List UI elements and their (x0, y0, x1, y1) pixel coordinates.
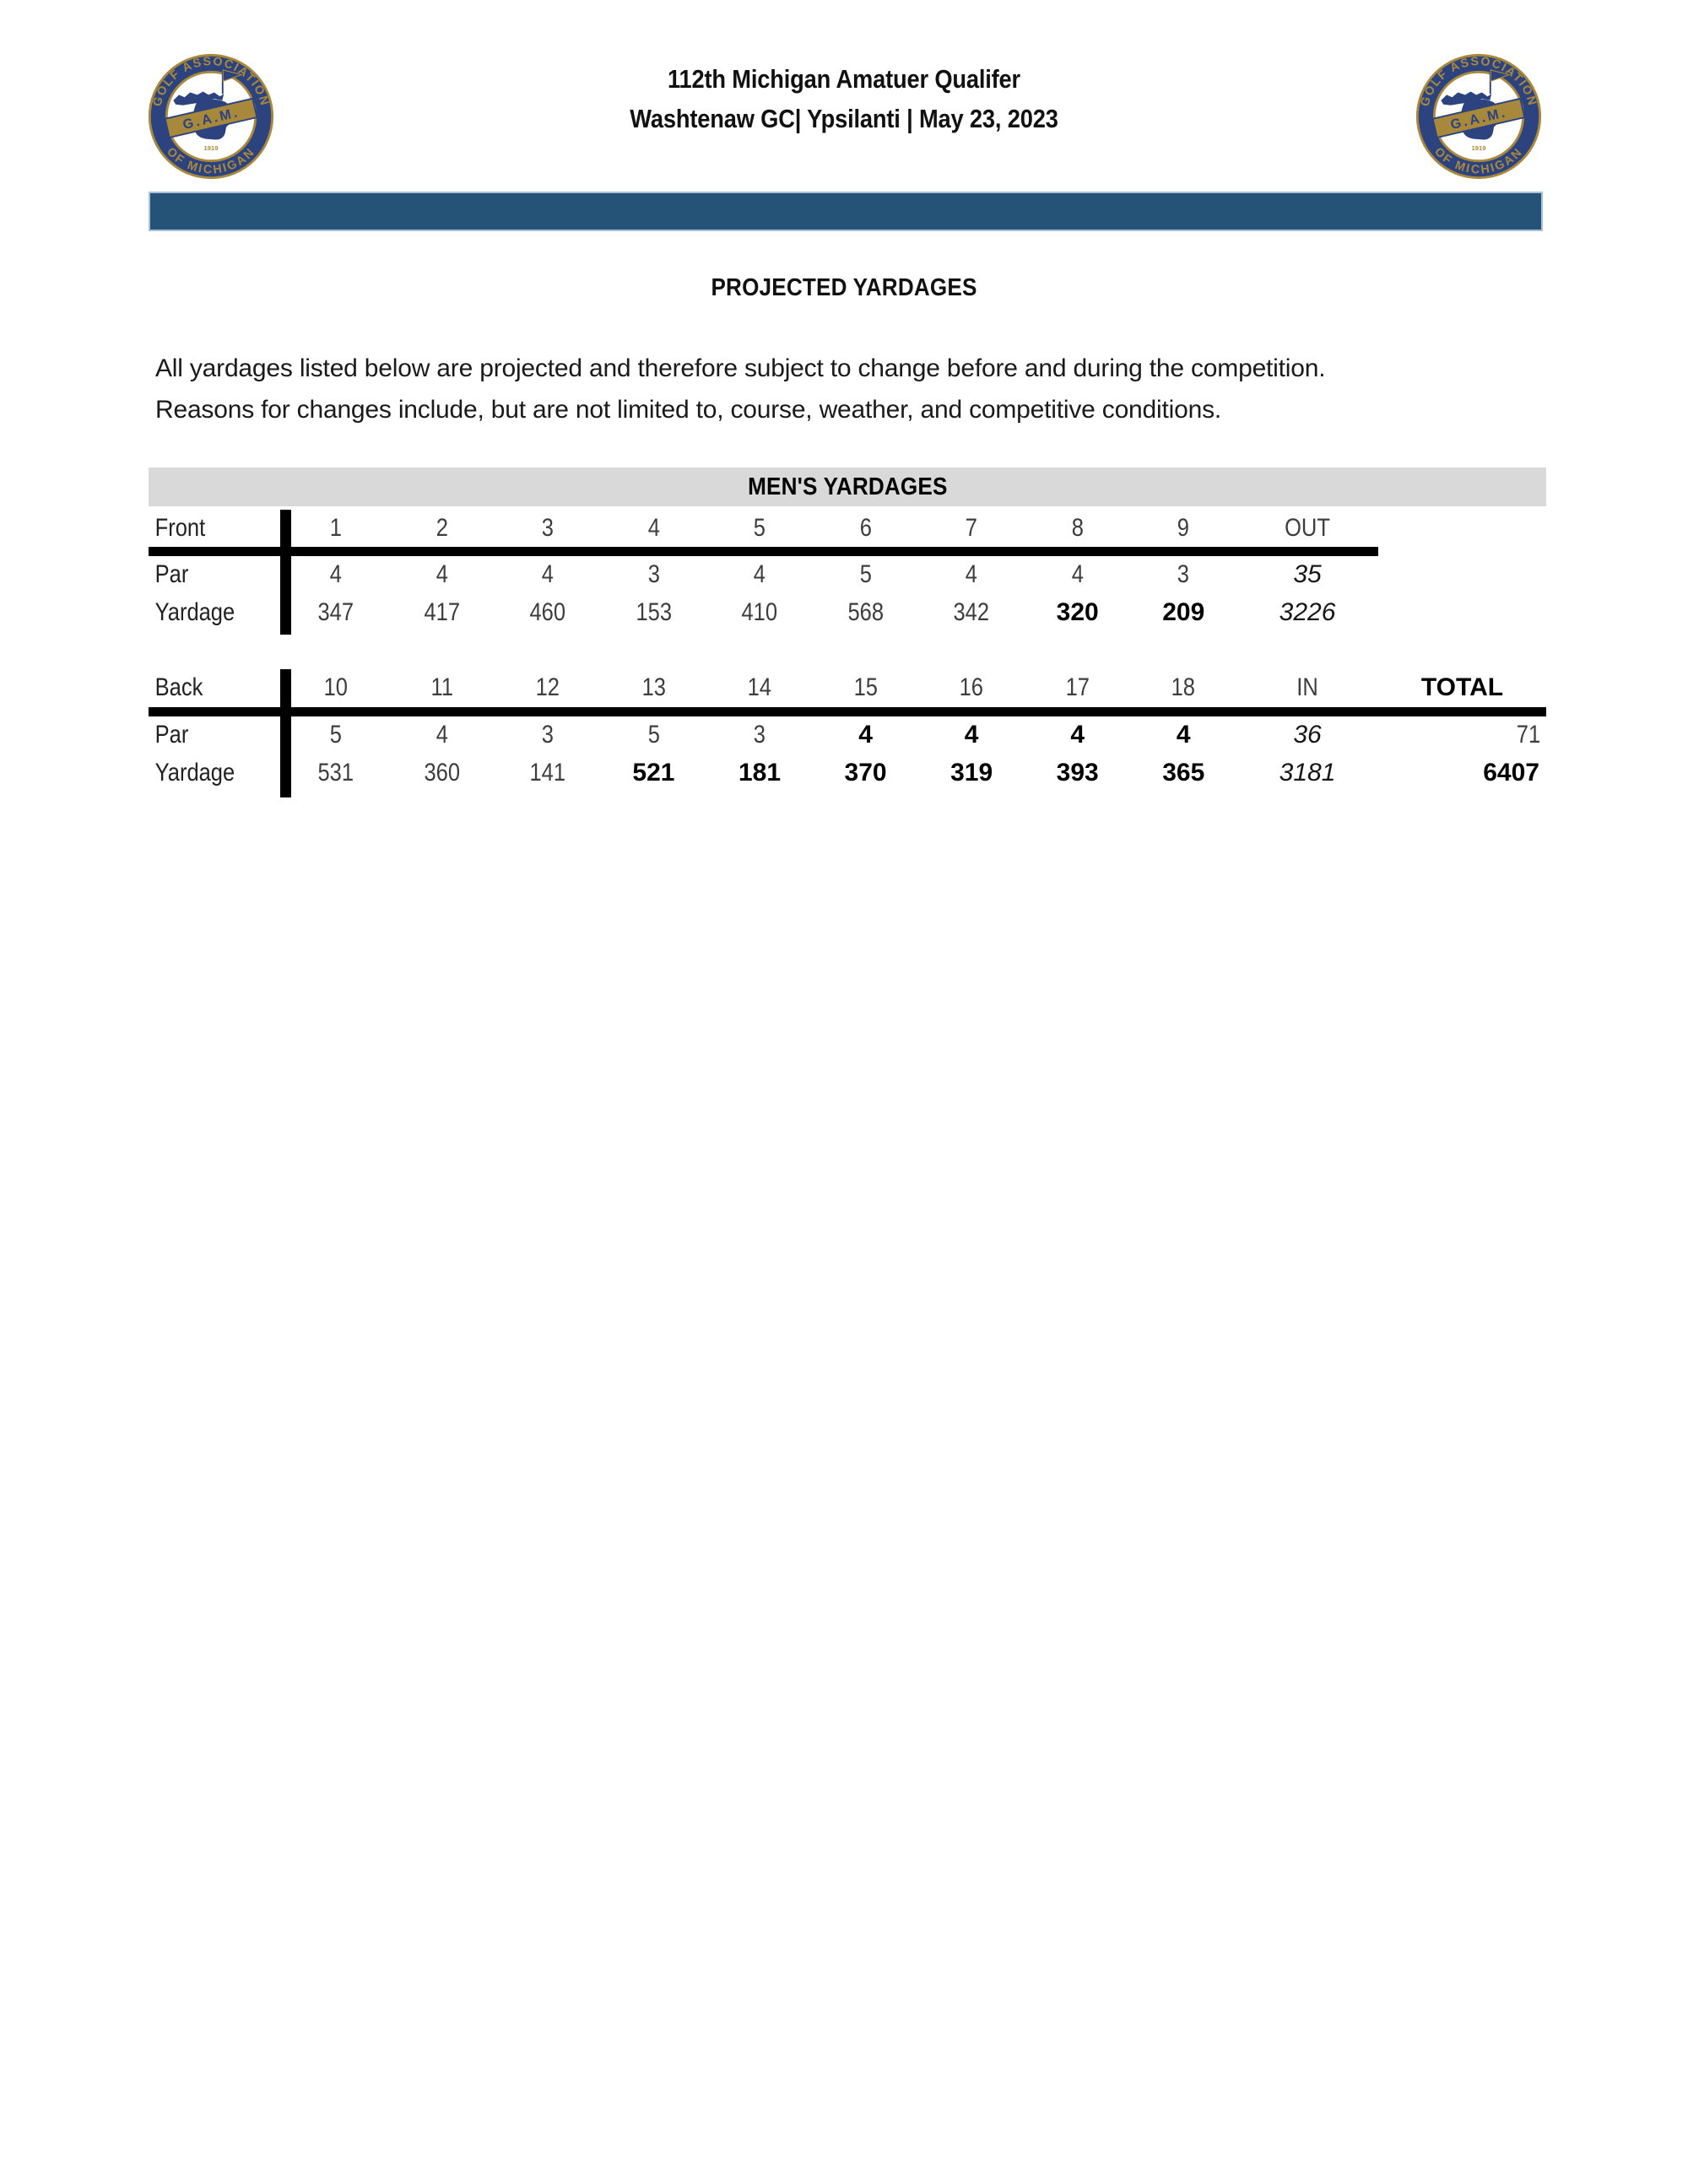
back-label: Back (154, 673, 203, 701)
back-par-value: 3 (753, 721, 766, 749)
back-hole-number: 15 (853, 673, 878, 701)
back-yardage-value: 393 (1056, 759, 1099, 787)
front-hole-number: 8 (1071, 514, 1084, 542)
front-hole-number: 9 (1177, 514, 1190, 542)
back-yardage-in: 3181 (1279, 759, 1336, 787)
back-hole-number: 17 (1065, 673, 1090, 701)
back-par-value: 4 (1176, 721, 1191, 749)
front-out-header: OUT (1285, 514, 1330, 542)
back-par-value: 4 (436, 721, 448, 749)
front-par-value: 4 (541, 560, 554, 588)
back-par-value: 4 (964, 721, 979, 749)
back-par-in: 36 (1293, 721, 1322, 749)
front-par-label: Par (154, 560, 189, 588)
front-par-value: 3 (1177, 560, 1190, 588)
disclaimer-paragraph (155, 348, 1573, 430)
front-header-rule (149, 547, 1378, 556)
back-hole-number: 16 (959, 673, 984, 701)
front-par-value: 4 (1071, 560, 1084, 588)
disclaimer-line-1: All yardages listed below are projected and therefore subject to change before and during the competition. (155, 354, 1326, 382)
front-hole-number: 1 (329, 514, 342, 542)
front-yardage-value: 410 (741, 598, 778, 626)
front-hole-number: 5 (753, 514, 766, 542)
front-yardage-row (149, 593, 1546, 632)
back-yardage-value: 181 (738, 759, 782, 787)
front-hole-number: 3 (541, 514, 554, 542)
back-yardage-value: 521 (632, 759, 675, 787)
disclaimer-line-2: Reasons for changes include, but are not limited to, course, weather, and competitive conditions. (155, 396, 1221, 424)
front-yardage-value: 209 (1162, 598, 1205, 626)
front-par-value: 4 (436, 560, 448, 588)
back-hole-number: 14 (747, 673, 772, 701)
back-total-header: TOTAL (1420, 673, 1504, 701)
header-titles (0, 59, 1688, 138)
front-par-value: 4 (753, 560, 766, 588)
back-yardage-value: 365 (1162, 759, 1205, 787)
event-title: 112th Michigan Amatuer Qualifer (668, 64, 1020, 94)
front-par-value: 4 (329, 560, 342, 588)
front-header-row (149, 510, 1546, 547)
back-par-total: 71 (1516, 721, 1541, 749)
front-hole-number: 7 (966, 514, 978, 542)
front-yardage-value: 568 (847, 598, 884, 626)
back-hole-number: 18 (1171, 673, 1196, 701)
back-par-value: 4 (858, 721, 873, 749)
back-hole-number: 10 (323, 673, 348, 701)
back-yardage-value: 531 (317, 759, 354, 787)
front-hole-number: 2 (436, 514, 448, 542)
header-divider-bar (149, 192, 1543, 231)
front-par-row (149, 556, 1546, 593)
front-yardage-value: 417 (424, 598, 460, 626)
front-par-out: 35 (1293, 560, 1322, 588)
front-yardage-value: 153 (636, 598, 672, 626)
front-yardage-label: Yardage (154, 598, 235, 626)
back-yardage-value: 319 (950, 759, 993, 787)
back-yardage-value: 141 (529, 759, 566, 787)
back-par-row (149, 716, 1546, 754)
front-par-value: 4 (966, 560, 978, 588)
back-par-label: Par (154, 721, 189, 749)
back-par-value: 4 (1070, 721, 1085, 749)
back-header-rule (149, 707, 1546, 716)
back-hole-number: 12 (535, 673, 560, 701)
front-yardage-value: 342 (953, 598, 990, 626)
mens-yardages-table (149, 468, 1546, 805)
back-par-value: 5 (329, 721, 342, 749)
table-title-band (149, 468, 1546, 506)
front-par-value: 3 (647, 560, 660, 588)
back-hole-number: 13 (641, 673, 666, 701)
event-subtitle: Washtenaw GC| Ypsilanti | May 23, 2023 (630, 104, 1058, 133)
back-yardage-label: Yardage (154, 759, 235, 787)
front-yardage-value: 460 (529, 598, 566, 626)
front-par-value: 5 (859, 560, 872, 588)
front-yardage-value: 347 (317, 598, 354, 626)
back-header-row (149, 669, 1546, 706)
front-label: Front (154, 514, 206, 542)
back-in-header: IN (1296, 673, 1318, 701)
front-hole-number: 4 (647, 514, 660, 542)
table-title: MEN'S YARDAGES (747, 473, 948, 500)
front-hole-number: 6 (859, 514, 872, 542)
back-hole-number: 11 (430, 673, 453, 701)
back-yardage-value: 360 (424, 759, 460, 787)
front-yardage-out: 3226 (1279, 598, 1336, 626)
front-yardage-value: 320 (1056, 598, 1099, 626)
back-par-value: 5 (647, 721, 660, 749)
section-heading: PROJECTED YARDAGES (711, 274, 977, 301)
back-yardage-total: 6407 (1483, 759, 1539, 787)
back-par-value: 3 (541, 721, 554, 749)
back-yardage-value: 370 (844, 759, 887, 787)
back-yardage-row (149, 754, 1546, 792)
